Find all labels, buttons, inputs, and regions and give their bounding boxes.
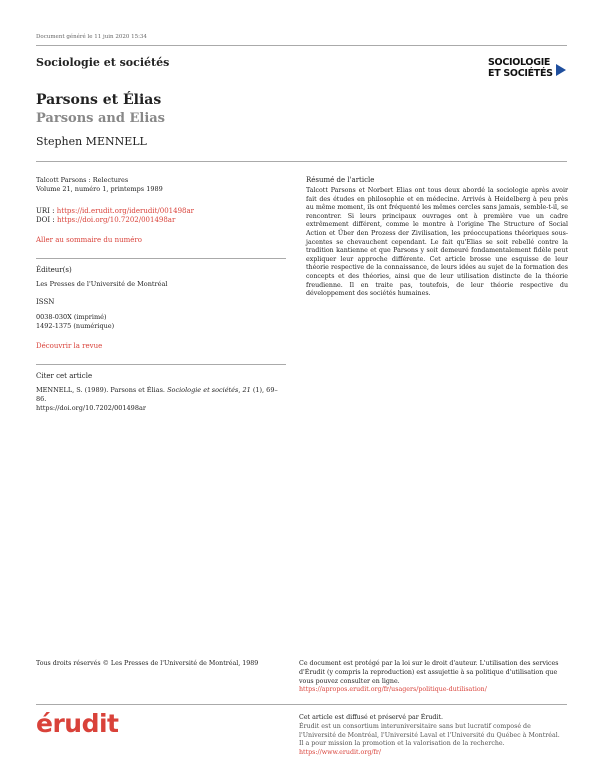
cite-text: MENNELL, S. (1989). Parsons et Élias.	[36, 386, 165, 394]
article-title: Parsons et Élias	[36, 92, 162, 108]
footer-divider	[36, 704, 567, 705]
logo-line-1: SOCIOLOGIE	[488, 57, 551, 68]
issn-label: ISSN	[36, 298, 55, 306]
title-divider	[36, 161, 567, 162]
top-divider	[36, 45, 567, 46]
divider	[36, 364, 286, 365]
identifiers	[36, 207, 286, 225]
cite-doi[interactable]: https://doi.org/10.7202/001498ar	[36, 404, 146, 413]
issue-info	[36, 176, 286, 194]
rights-text: Tous droits réservés © Les Presses de l'Université de Montréal, 1989	[36, 660, 259, 667]
erudit-logo[interactable]: érudit	[36, 709, 119, 738]
issn-print: 0038-030X (imprimé)	[36, 313, 107, 321]
erudit-title: Cet article est diffusé et préservé par Érudit.	[299, 714, 443, 721]
erudit-info	[299, 714, 561, 758]
erudit-description: Érudit est un consortium interuniversitaire sans but lucratif composé de l'Université de Montréal, l'Université Laval et l'Université du Québec à Montréal. Il a pour mission la promotion et la valorisation de la recherche.	[299, 722, 560, 748]
abstract-label: Résumé de l'article	[306, 176, 375, 184]
article-author: Stephen MENNELL	[36, 135, 147, 148]
abstract-text: Talcott Parsons et Norbert Elias ont tous deux abordé la sociologie après avoir fait des études en philosophie et en médecine. Arrivés à Heidelberg à peu près au même moment, ils ont fréquenté les mêmes cercles sans jamais, semble-t-il, se rencontrer. Si leurs principaux ouvrages ont à première vue un cadre extrêmement différent, comme le montre à l'origine The Structure of Social Action et Über den Prozess der Zivilisation, les préoccupations théoriques sous-jacentes se chevauchent cependant. Le fait qu'Elias se soit rebellé contre la tradition kantienne et que Parsons y soit demeuré fondamentalement fidèle peut expliquer leur approche différente. Cet article brosse une esquisse de leur théorie respective de la connaissance, de leurs idées au sujet de la formation des concepts et des théories, ainsi que de leur utilisation distincte de la théorie freudienne. Il en traite pas, toutefois, de leur théorie respective du développement des sociétés humaines.	[306, 187, 568, 298]
journal-logo	[488, 57, 568, 83]
policy-link[interactable]: https://apropos.erudit.org/fr/usagers/politique-dutilisation/	[299, 686, 487, 694]
generated-date: Document généré le 11 juin 2020 15:34	[36, 34, 147, 40]
publisher-label: Éditeur(s)	[36, 266, 72, 274]
issue-theme: Talcott Parsons : Relectures	[36, 176, 129, 184]
publisher-value: Les Presses de l'Université de Montréal	[36, 280, 168, 288]
copyright-notice	[299, 660, 561, 695]
erudit-link[interactable]: https://www.erudit.org/fr/	[299, 749, 381, 757]
divider	[36, 258, 286, 259]
uri-label: URI :	[36, 207, 55, 215]
cite-label: Citer cet article	[36, 372, 93, 380]
doi-link[interactable]: https://doi.org/10.7202/001498ar	[56, 216, 176, 225]
issue-volume: Volume 21, numéro 1, printemps 1989	[36, 185, 163, 194]
issn-digital: 1492-1375 (numérique)	[36, 322, 115, 331]
cite-journal: Sociologie et sociétés, 21	[167, 386, 251, 394]
journal-name: Sociologie et sociétés	[36, 56, 170, 69]
copyright-text: Ce document est protégé par la loi sur le droit d'auteur. L'utilisation des services d'Érudit (y compris la reproduction) est assujettie à sa politique d'utilisation que vous pouvez consulter en ligne.	[299, 660, 559, 685]
issn-values	[36, 313, 114, 331]
citation	[36, 386, 286, 414]
summary-link[interactable]: Aller au sommaire du numéro	[36, 236, 142, 244]
uri-link[interactable]: https://id.erudit.org/iderudit/001498ar	[56, 207, 194, 215]
cite-pages: (1), 69–86.	[36, 386, 278, 404]
logo-line-2: ET SOCIÉTÉS	[488, 68, 553, 79]
discover-link[interactable]: Découvrir la revue	[36, 342, 103, 350]
doi-label: DOI :	[36, 216, 55, 225]
article-subtitle: Parsons and Elias	[36, 111, 166, 126]
logo-arrow-icon	[556, 64, 566, 76]
